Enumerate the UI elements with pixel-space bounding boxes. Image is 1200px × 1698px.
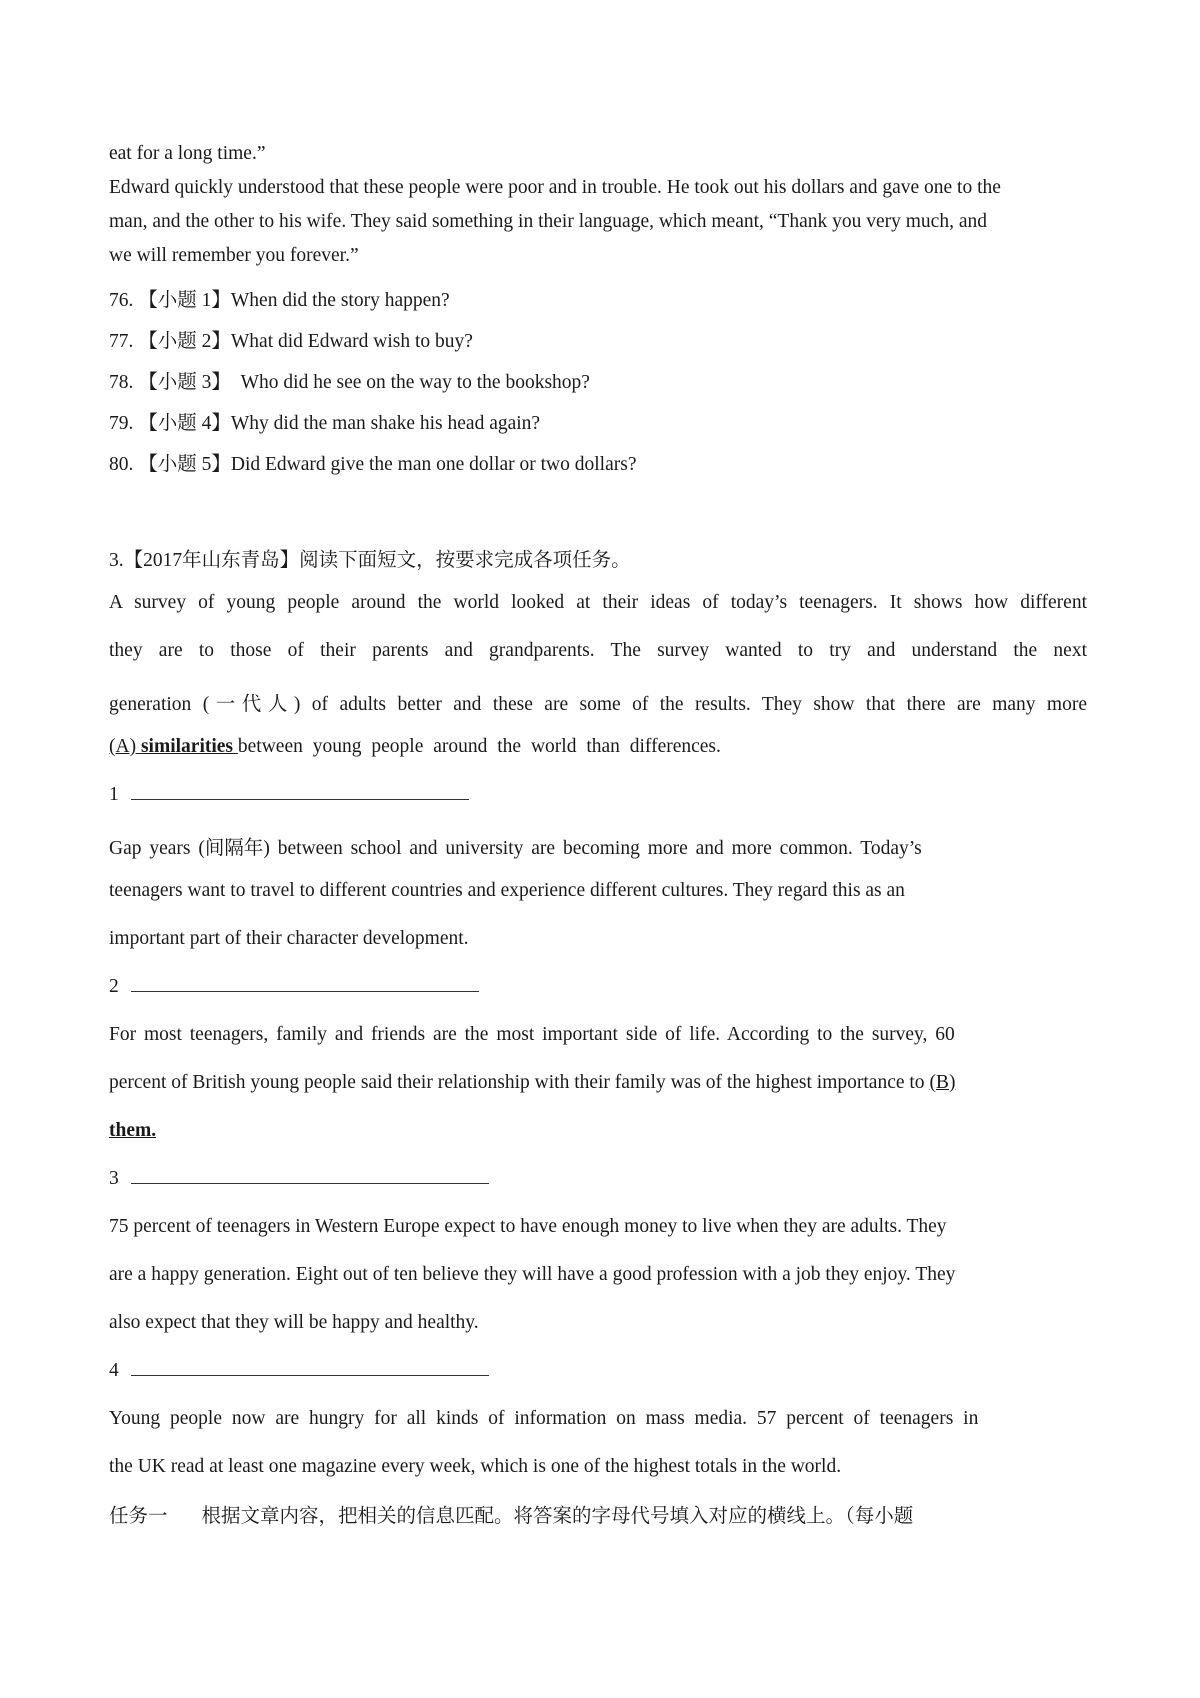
paragraph-line: (A) similarities between young people around the world than differences. [109,736,721,757]
paragraph-line: also expect that they will be happy and healthy. [109,1312,479,1333]
story-line: we will remember you forever.” [109,245,359,266]
story-line: eat for a long time.” [109,143,266,164]
answer-line [131,1374,489,1376]
paragraph-line: percent of British young people said their relationship with their family was of the highest importance to (B) [109,1072,956,1093]
paragraph-line: they are to those of their parents and grandparents. The survey wanted to try and understand the next [109,640,1087,661]
answer-line [131,990,479,992]
question-tag: 【小题 1】 [138,290,231,311]
paragraph-line: Young people now are hungry for all kinds of information on mass media. 57 percent of teenagers in [109,1408,979,1429]
task-instruction [109,1500,913,1528]
task-text: 根据文章内容，把相关的信息匹配。将答案的字母代号填入对应的横线上。（每小题 [201,1506,914,1527]
paragraph-line: the UK read at least one magazine every week, which is one of the highest totals in the world. [109,1456,842,1477]
section-heading: 3.【2017年山东青岛】阅读下面短文，按要求完成各项任务。 [109,550,631,571]
underlined-word-b: them. [109,1120,157,1141]
question-number: 78. [109,372,134,393]
question-number: 80. [109,454,134,475]
question-tag: 【小题 2】 [138,331,231,352]
question-number: 77. [109,331,134,352]
question-item [109,284,450,312]
question-tag: 【小题 3】 [138,372,231,393]
paragraph-line: Gap years (间隔年) between school and university are becoming more and more common. Today’s [109,838,922,859]
paragraph-line: 75 percent of teenagers in Western Europe expect to have enough money to live when they are adults. They [109,1216,947,1237]
question-tag: 【小题 5】 [138,454,231,475]
sentence-label-b: (B) [929,1072,956,1093]
question-text: When did the story happen? [230,290,450,311]
question-text: Who did he see on the way to the bookshop? [240,372,590,393]
question-text: What did Edward wish to buy? [230,331,473,352]
question-item [109,407,540,435]
paragraph-line: A survey of young people around the world looked at their ideas of today’s teenagers. It shows how different [109,592,1087,613]
underlined-word-a: similarities [140,736,234,757]
question-tag: 【小题 4】 [138,413,231,434]
paragraph-line: important part of their character development. [109,928,469,949]
answer-blank-3: 3 [109,1168,489,1190]
paragraph-line [109,1120,156,1142]
answer-line [131,1182,489,1184]
answer-blank-2: 2 [109,976,479,998]
sentence-label-a: (A) [109,736,137,757]
question-number: 76. [109,290,134,311]
task-label: 任务一 [109,1506,168,1527]
paragraph-line: teenagers want to travel to different countries and experience different cultures. They regard this as an [109,880,905,901]
story-line: Edward quickly understood that these people were poor and in trouble. He took out his dollars and gave one to the [109,177,1001,198]
question-text: Did Edward give the man one dollar or two dollars? [230,454,637,475]
question-number: 79. [109,413,134,434]
paragraph-line: are a happy generation. Eight out of ten believe they will have a good profession with a job they enjoy. They [109,1264,956,1285]
answer-blank-4: 4 [109,1360,489,1382]
question-item [109,325,473,353]
question-item [109,448,637,476]
paragraph-line: generation (一代人) of adults better and these are some of the results. They show that there are many more [109,694,1087,715]
question-text: Why did the man shake his head again? [230,413,541,434]
question-item [109,366,590,394]
story-line: man, and the other to his wife. They said something in their language, which meant, “Thank you very much, and [109,211,987,232]
answer-blank-1: 1 [109,784,469,806]
answer-line [131,798,469,800]
paragraph-line: For most teenagers, family and friends are the most important side of life. According to the survey, 60 [109,1024,955,1045]
